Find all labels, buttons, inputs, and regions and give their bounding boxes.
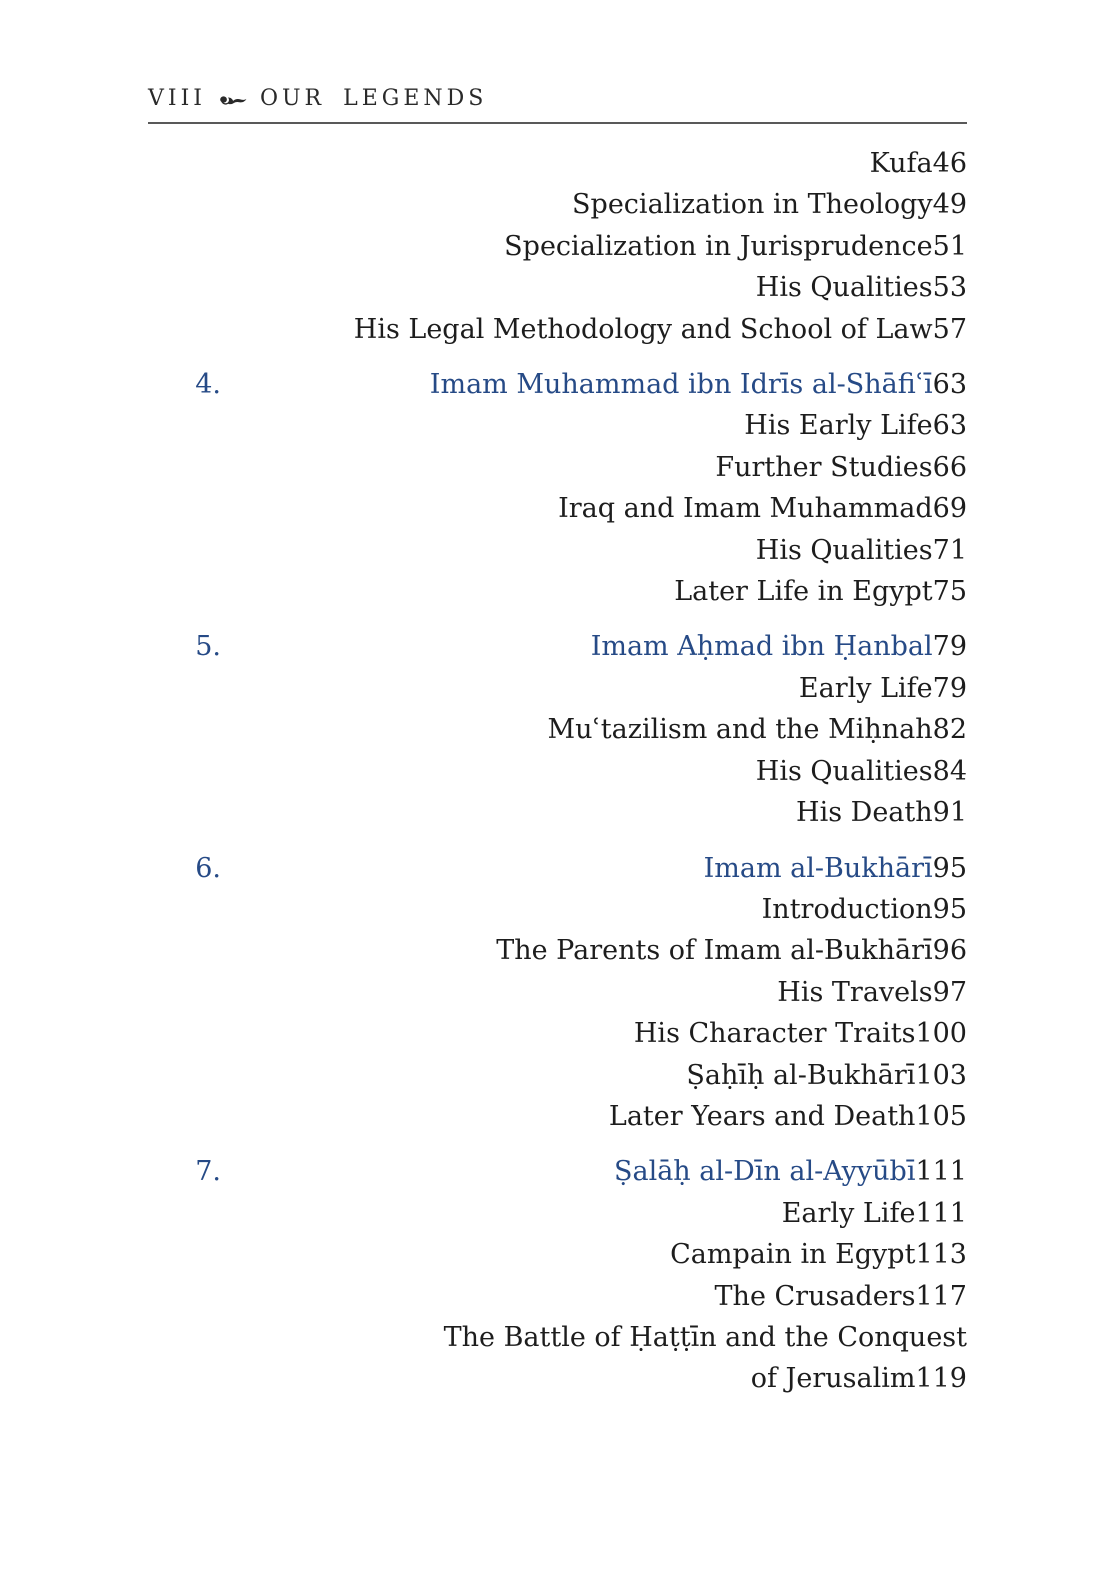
- entry-title: His Early Life: [744, 410, 933, 442]
- toc-entry-row: [148, 1234, 967, 1275]
- toc-entry-row: [148, 1358, 967, 1399]
- chapter-number: [148, 709, 221, 750]
- toc-chapter-row: [148, 364, 967, 405]
- chapter-number: [148, 1055, 221, 1096]
- toc-entry-row: [148, 1317, 967, 1358]
- page-number: 100: [915, 1018, 967, 1050]
- toc-entry-row: [148, 184, 967, 225]
- entry-title: Introduction: [761, 893, 933, 925]
- chapter-number: [148, 267, 221, 308]
- chapter-number: [148, 889, 221, 930]
- toc-chapter-row: [148, 848, 967, 889]
- chapter-number: 4.: [195, 369, 221, 401]
- page-number: 113: [915, 1239, 967, 1271]
- entry-title: Further Studies: [715, 451, 933, 483]
- chapter-number: [148, 1317, 221, 1358]
- page-number: 53: [932, 272, 967, 304]
- toc-entry-row: [148, 792, 967, 833]
- chapter-number: [148, 1096, 221, 1137]
- chapter-number: [148, 1193, 221, 1234]
- chapter-number: [148, 751, 221, 792]
- toc-entry-row: [148, 143, 967, 184]
- entry-title: His Qualities: [755, 534, 933, 566]
- page-number: 79: [932, 672, 967, 704]
- chapter-number: [148, 571, 221, 612]
- toc-chapter-row: [148, 1151, 967, 1192]
- page-number: 51: [932, 230, 967, 262]
- chapter-number: [148, 184, 221, 225]
- page-number: 82: [932, 714, 967, 746]
- fleuron-ornament-icon: [218, 89, 248, 108]
- page-number: 75: [932, 576, 967, 608]
- page-number: 49: [932, 189, 967, 221]
- chapter-number: [148, 530, 221, 571]
- chapter-number: [148, 488, 221, 529]
- toc-group: [148, 626, 967, 833]
- toc-group: [148, 1151, 967, 1399]
- page-number: 111: [915, 1156, 967, 1188]
- page-number: 96: [932, 935, 967, 967]
- chapter-number: [148, 447, 221, 488]
- page-number: 97: [932, 976, 967, 1008]
- chapter-number: [148, 143, 221, 184]
- toc-entry-row: [148, 751, 967, 792]
- toc-entry-row: [148, 488, 967, 529]
- entry-title: Muʿtazilism and the Miḥnah: [547, 714, 933, 746]
- table-of-contents: [148, 143, 967, 1400]
- entry-title: Later Life in Egypt: [674, 576, 933, 608]
- entry-title: Ṣalāḥ al-Dīn al-Ayyūbī: [613, 1156, 916, 1188]
- page-number: 103: [915, 1059, 967, 1091]
- chapter-number: 5.: [195, 631, 221, 663]
- chapter-number: [148, 226, 221, 267]
- toc-entry-row: [148, 267, 967, 308]
- page-number: 111: [915, 1197, 967, 1229]
- entry-title: His Character Traits: [633, 1018, 916, 1050]
- entry-title: Ṣaḥīḥ al-Bukhārī: [686, 1059, 916, 1091]
- entry-title: His Qualities: [755, 272, 933, 304]
- entry-title: Early Life: [798, 672, 933, 704]
- header-rule: [148, 122, 967, 124]
- running-header: [148, 86, 487, 111]
- page-number: 95: [932, 852, 967, 884]
- toc-group: [148, 143, 967, 350]
- chapter-number: [148, 1234, 221, 1275]
- entry-title: Specialization in Theology: [572, 189, 933, 221]
- toc-group: [148, 848, 967, 1138]
- page-number: 105: [915, 1100, 967, 1132]
- toc-entry-row: [148, 1013, 967, 1054]
- entry-title: His Travels: [777, 976, 933, 1008]
- chapter-number: [148, 930, 221, 971]
- entry-title: of Jerusalim: [750, 1363, 916, 1395]
- entry-title: Iraq and Imam Muhammad: [558, 493, 933, 525]
- folio-number: VIII: [148, 86, 206, 111]
- book-title: OUR LEGENDS: [259, 86, 488, 111]
- page-number: 57: [932, 313, 967, 345]
- chapter-number: [148, 1276, 221, 1317]
- entry-title: The Crusaders: [714, 1280, 916, 1312]
- chapter-number: 7.: [195, 1156, 221, 1188]
- entry-title: Imam Aḥmad ibn Ḥanbal: [590, 631, 933, 663]
- page-number: 79: [932, 631, 967, 663]
- entry-title: Kufa: [869, 148, 933, 179]
- entry-title: Later Years and Death: [608, 1100, 916, 1132]
- entry-title: Campain in Egypt: [670, 1239, 916, 1271]
- chapter-number: [148, 792, 221, 833]
- page-number: 46: [932, 148, 967, 179]
- toc-entry-row: [148, 530, 967, 571]
- page-number: 119: [915, 1363, 967, 1395]
- toc-entry-row: [148, 709, 967, 750]
- toc-group: [148, 364, 967, 612]
- entry-title: His Legal Methodology and School of Law: [353, 313, 933, 345]
- toc-entry-row: [148, 972, 967, 1013]
- entry-title: His Death: [796, 797, 933, 829]
- toc-entry-row: [148, 1276, 967, 1317]
- entry-title: Early Life: [781, 1197, 916, 1229]
- page-number: 69: [932, 493, 967, 525]
- entry-title: Specialization in Jurisprudence: [504, 230, 933, 262]
- toc-entry-row: [148, 930, 967, 971]
- entry-title: His Qualities: [755, 755, 933, 787]
- toc-entry-row: [148, 668, 967, 709]
- entry-title: The Battle of Ḥaṭṭīn and the Conquest: [443, 1321, 967, 1353]
- page-number: 63: [932, 369, 967, 401]
- toc-entry-row: [148, 1193, 967, 1234]
- entry-title: The Parents of Imam al-Bukhārī: [496, 935, 933, 967]
- chapter-number: [148, 309, 221, 350]
- toc-entry-row: [148, 405, 967, 446]
- page-number: 71: [932, 534, 967, 566]
- chapter-number: [148, 1358, 221, 1399]
- toc-entry-row: [148, 309, 967, 350]
- chapter-number: [148, 972, 221, 1013]
- page-number: 84: [932, 755, 967, 787]
- page-number: 95: [932, 893, 967, 925]
- toc-entry-row: [148, 447, 967, 488]
- page-number: 63: [932, 410, 967, 442]
- toc-entry-row: [148, 889, 967, 930]
- toc-entry-row: [148, 571, 967, 612]
- chapter-number: 6.: [195, 852, 221, 884]
- toc-entry-row: [148, 1096, 967, 1137]
- page-number: 66: [932, 451, 967, 483]
- page-number: 91: [932, 797, 967, 829]
- chapter-number: [148, 668, 221, 709]
- chapter-number: [148, 1013, 221, 1054]
- toc-chapter-row: [148, 626, 967, 667]
- page-number: 117: [915, 1280, 967, 1312]
- chapter-number: [148, 405, 221, 446]
- entry-title: Imam al-Bukhārī: [703, 852, 933, 884]
- toc-entry-row: [148, 1055, 967, 1096]
- entry-title: Imam Muhammad ibn Idrīs al-Shāfiʿī: [429, 369, 933, 401]
- toc-entry-row: [148, 226, 967, 267]
